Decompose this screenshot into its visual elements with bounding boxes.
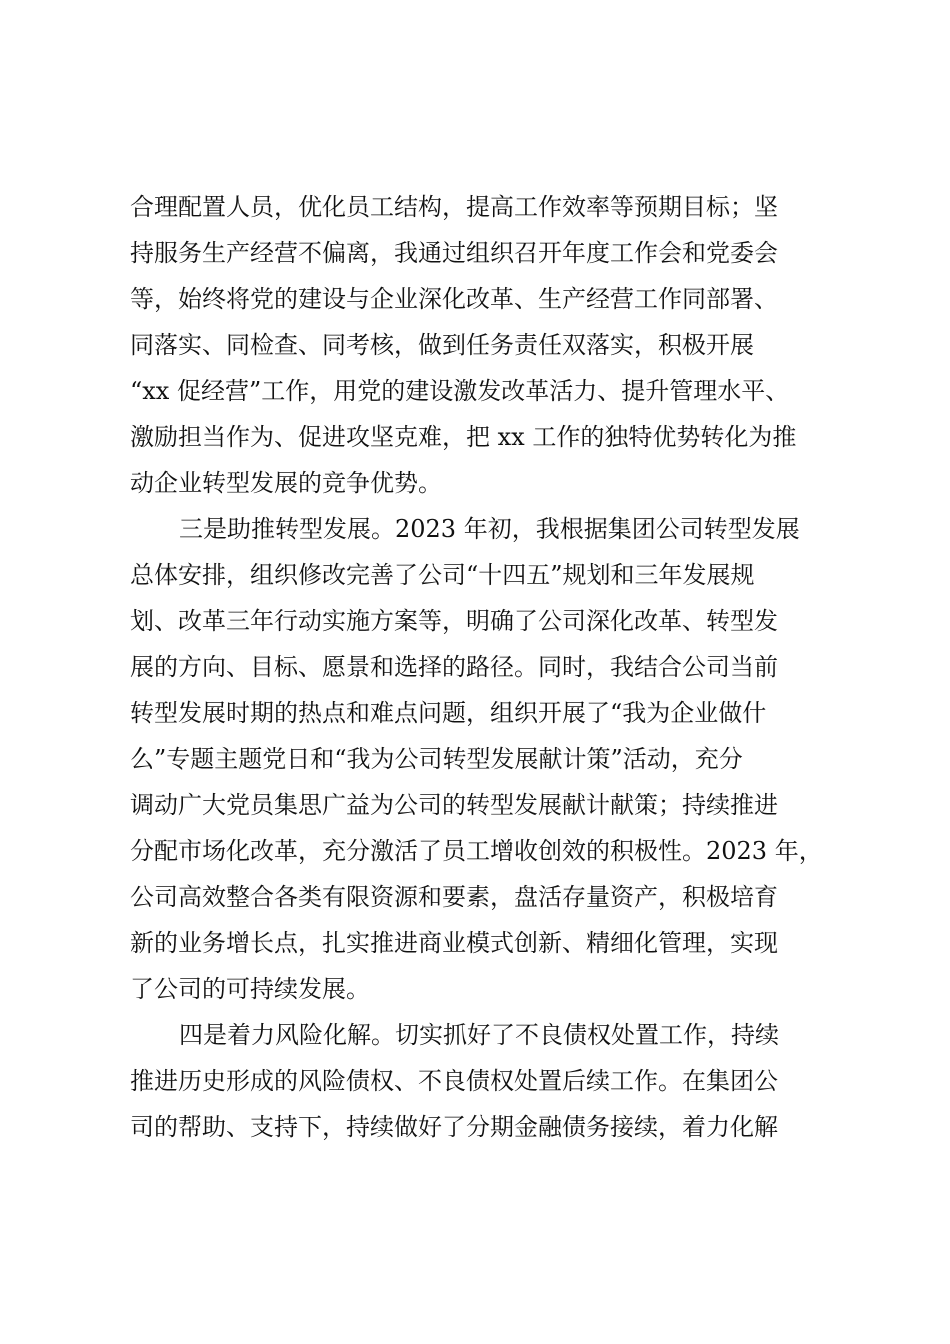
text-line: 同落实、同检查、同考核，做到任务责任双落实，积极开展 [130, 331, 754, 359]
text-line: 司的帮助、支持下，持续做好了分期金融债务接续，着力化解 [130, 1113, 778, 1141]
text-line: 分配市场化改革，充分激活了员工增收创效的积极性。2023 年， [130, 837, 823, 865]
text-line: 新的业务增长点，扎实推进商业模式创新、精细化管理，实现 [130, 929, 778, 957]
text-line: 转型发展时期的热点和难点问题，组织开展了“我为企业做什 [130, 699, 767, 727]
text-line: 持服务生产经营不偏离，我通过组织召开年度工作会和党委会 [130, 239, 778, 267]
text-line: 展的方向、目标、愿景和选择的路径。同时，我结合公司当前 [130, 653, 778, 681]
text-line: 公司高效整合各类有限资源和要素，盘活存量资产，积极培育 [130, 883, 778, 911]
text-line: 动企业转型发展的竞争优势。 [130, 469, 442, 497]
text-line: 么”专题主题党日和“我为公司转型发展献计策”活动，充分 [130, 745, 743, 773]
text-line: 调动广大党员集思广益为公司的转型发展献计献策；持续推进 [130, 791, 778, 819]
text-line: 推进历史形成的风险债权、不良债权处置后续工作。在集团公 [130, 1067, 778, 1095]
paragraph-start-line: 四是着力风险化解。切实抓好了不良债权处置工作，持续 [179, 1021, 779, 1049]
document-body [130, 188, 830, 1154]
text-line: 激励担当作为、促进攻坚克难，把 xx 工作的独特优势转化为推 [130, 423, 797, 451]
text-line: “xx 促经营”工作，用党的建设激发改革活力、提升管理水平、 [130, 377, 790, 405]
text-line: 合理配置人员，优化员工结构，提高工作效率等预期目标；坚 [130, 193, 778, 221]
paragraph-start-line: 三是助推转型发展。2023 年初，我根据集团公司转型发展 [179, 515, 800, 543]
text-line: 总体安排，组织修改完善了公司“十四五”规划和三年发展规 [130, 561, 755, 589]
text-line: 了公司的可持续发展。 [130, 975, 370, 1003]
text-line: 划、改革三年行动实施方案等，明确了公司深化改革、转型发 [130, 607, 778, 635]
text-line: 等，始终将党的建设与企业深化改革、生产经营工作同部署、 [130, 285, 778, 313]
